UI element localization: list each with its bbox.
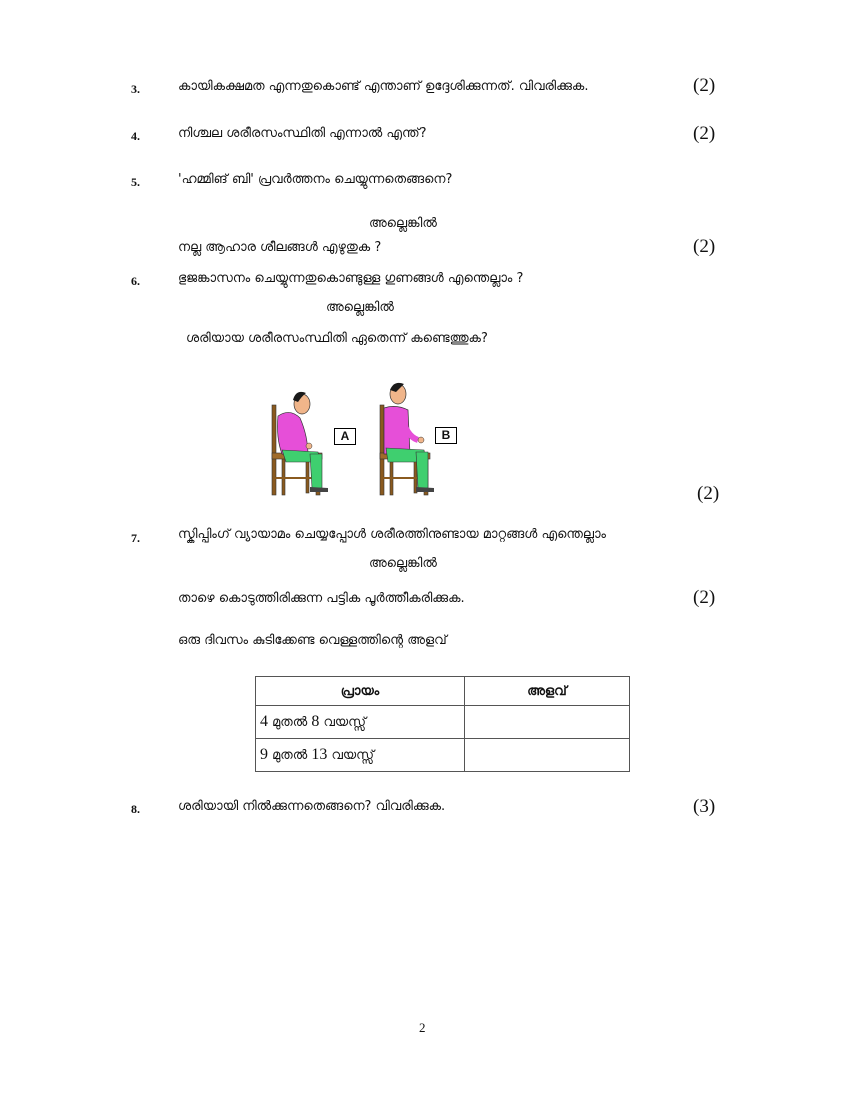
- table-header-row: [256, 677, 630, 706]
- question-7-alt-text: താഴെ കൊടുത്തിരിക്കുന്ന പട്ടിക പൂർത്തീകരിക്കുക.: [178, 591, 465, 606]
- question-8-number: 8.: [131, 802, 140, 816]
- page-number: 2: [419, 1020, 426, 1035]
- age-cell: [256, 739, 465, 772]
- question-3-number: 3.: [131, 82, 140, 96]
- table-row: [256, 706, 630, 739]
- figure-a-slouched: [272, 392, 328, 495]
- table-header-age: പ്രായം: [256, 677, 465, 706]
- age-to: 13: [311, 746, 328, 763]
- question-7-or: അല്ലെങ്കിൽ: [369, 556, 437, 571]
- age-from: 9: [260, 746, 268, 763]
- age-unit: വയസ്സ്: [331, 748, 375, 763]
- question-3-text: കായികക്ഷമത എന്നതുകൊണ്ട് എന്താണ് ഉദ്ദേശിക്കുന്നത്. വിവരിക്കുക.: [178, 79, 589, 94]
- question-3-marks: (2): [693, 75, 716, 96]
- figure-a-label: A: [334, 428, 356, 445]
- question-6-alt-text: ശരിയായ ശരീരസംസ്ഥിതി ഏതെന്ന് കണ്ടെത്തുക?: [186, 331, 488, 346]
- figure-b-label: B: [435, 427, 457, 444]
- amount-cell: [465, 739, 630, 772]
- age-joiner: മുതൽ: [272, 715, 308, 730]
- question-5-number: 5.: [131, 175, 140, 189]
- age-to: 8: [311, 713, 320, 730]
- question-6-number: 6.: [131, 274, 140, 288]
- age-cell: [256, 706, 465, 739]
- age-from: 4: [260, 713, 268, 730]
- age-unit: വയസ്സ്: [323, 715, 367, 730]
- question-4-number: 4.: [131, 129, 140, 143]
- question-5-alt-text: നല്ല ആഹാര ശീലങ്ങൾ എഴുതുക ?: [178, 240, 382, 255]
- water-intake-table: [255, 676, 630, 772]
- table-header-amount: അളവ്: [465, 677, 630, 706]
- question-6-marks: (2): [697, 483, 720, 504]
- question-7-marks: (2): [693, 587, 716, 608]
- table-row: [256, 739, 630, 772]
- question-6-text: ഭുജങ്കാസനം ചെയ്യുന്നതുകൊണ്ടുള്ള ഗുണങ്ങൾ എന്തെല്ലാം ?: [178, 271, 524, 286]
- question-7-text: സ്കിപ്പിംഗ് വ്യായാമം ചെയ്യപ്പോൾ ശരീരത്തിനുണ്ടായ മാറ്റങ്ങൾ എന്തെല്ലാം: [178, 527, 606, 542]
- question-4-text: നിശ്ചല ശരീരസംസ്ഥിതി എന്നാൽ എന്ത്?: [178, 126, 427, 141]
- question-7-number: 7.: [131, 531, 140, 545]
- question-8-text: ശരിയായി നിൽക്കുന്നതെങ്ങനെ? വിവരിക്കുക.: [178, 799, 446, 814]
- question-6-or: അല്ലെങ്കിൽ: [326, 300, 394, 315]
- question-8-marks: (3): [693, 796, 716, 817]
- question-5-or: അല്ലെങ്കിൽ: [369, 216, 437, 231]
- water-table-title: ഒരു ദിവസം കുടിക്കേണ്ട വെള്ളത്തിന്റെ അളവ്: [178, 633, 447, 648]
- age-joiner: മുതൽ: [272, 748, 308, 763]
- question-4-marks: (2): [693, 123, 716, 144]
- question-5-marks: (2): [693, 236, 716, 257]
- figure-b-upright: [380, 383, 434, 495]
- amount-cell: [465, 706, 630, 739]
- question-5-text: 'ഹമ്മിങ് ബി' പ്രവർത്തനം ചെയ്യുന്നതെങ്ങനെ?: [178, 172, 453, 187]
